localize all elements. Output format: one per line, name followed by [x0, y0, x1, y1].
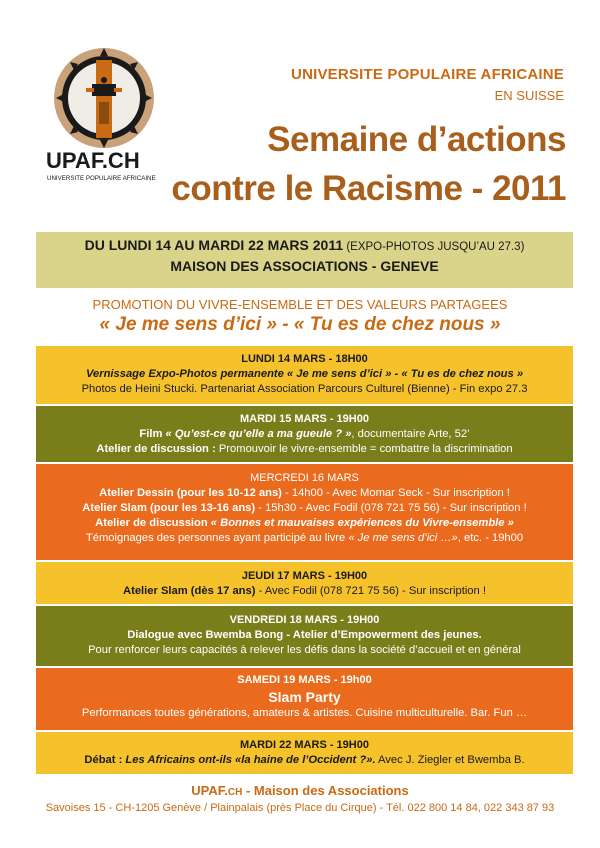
event-label: Atelier Dessin (pour les 10-12 ans) — [99, 487, 282, 499]
event-heading: VENDREDI 18 MARS - 19H00 — [229, 614, 380, 626]
event-line: Vernissage Expo-Photos permanente « Je me sens d’ici » - « Tu es de chez nous » — [85, 368, 524, 380]
event-line — [36, 753, 573, 768]
event-line — [36, 516, 573, 531]
expo-note: (EXPO-PHOTOS JUSQU’AU 27.3) — [343, 241, 525, 253]
promo-line: PROMOTION DU VIVRE-ENSEMBLE ET DES VALEURS PARTAGEES — [92, 297, 508, 312]
event-label: Atelier de discussion : — [96, 443, 219, 455]
event-text: Promouvoir le vivre-ensemble = combattre la discrimination — [218, 443, 513, 455]
footer-venue: - Maison des Associations — [242, 783, 409, 798]
event-heading: MERCREDI 16 MARS — [250, 472, 359, 484]
event-heading: JEUDI 17 MARS - 19H00 — [241, 570, 368, 582]
date-range-main: DU LUNDI 14 AU MARDI 22 MARS 2011 — [84, 237, 344, 253]
event-heading: LUNDI 14 MARS - 18H00 — [241, 353, 368, 365]
event-label: Film — [139, 428, 166, 440]
event-line — [36, 442, 573, 457]
event-thursday-17 — [36, 562, 573, 604]
event-tuesday-22 — [36, 732, 573, 774]
event-line: Dialogue avec Bwemba Bong - Atelier d’Empowerment des jeunes. — [127, 629, 482, 641]
event-title: « Bonnes et mauvaises expériences du Vivre-ensemble » — [210, 517, 514, 529]
venue: MAISON DES ASSOCIATIONS - GENEVE — [170, 258, 439, 274]
event-label: Atelier Slam (pour les 13-16 ans) — [82, 502, 256, 514]
book-title: « Je me sens d’ici …» — [348, 532, 458, 544]
event-line: Photos de Heini Stucki. Partenariat Association Parcours Culturel (Bienne) - Fin expo 27.3 — [81, 383, 528, 395]
event-line: Performances toutes générations, amateurs & artistes. Cuisine multiculturelle. Bar. Fun … — [81, 707, 528, 719]
slogan: « Je me sens d’ici » - « Tu es de chez nous » — [99, 314, 501, 335]
date-banner — [36, 232, 573, 288]
org-name: UNIVERSITE POPULAIRE AFRICAINE — [291, 66, 564, 83]
event-line: Pour renforcer leurs capacités à relever les défis dans la société d’accueil et en général — [88, 644, 521, 656]
event-text: Avec J. Ziegler et Bwemba B. — [375, 754, 525, 766]
event-label: Atelier Slam (dès 17 ans) — [123, 585, 256, 597]
event-title: Slam Party — [268, 689, 341, 705]
logo-subtext: UNIVERSITE POPULAIRE AFRICAINE — [47, 175, 156, 182]
footer-org — [0, 783, 600, 798]
event-line — [36, 427, 573, 442]
footer-brand-suffix: CH — [227, 787, 243, 798]
event-text: - 14h00 - Avec Momar Seck - Sur inscription ! — [281, 487, 510, 499]
org-country: EN SUISSE — [494, 88, 564, 103]
event-text: Témoignages des personnes ayant participé au livre — [85, 532, 349, 544]
event-line — [36, 584, 573, 599]
page-title-line2: contre le Racisme - 2011 — [171, 169, 566, 208]
film-details: , documentaire Arte, 52’ — [351, 428, 470, 440]
event-monday — [36, 346, 573, 404]
event-text: , etc. - 19h00 — [457, 532, 524, 544]
debate-title: Les Africains ont-ils «la haine de l’Occident ?». — [125, 754, 376, 766]
event-label: Débat : — [84, 754, 126, 766]
event-heading: SAMEDI 19 MARS - 19h00 — [237, 674, 372, 686]
event-text: - Avec Fodil (078 721 75 56) - Sur inscription ! — [255, 585, 486, 597]
footer-brand: UPAF. — [191, 783, 228, 798]
event-tuesday-15 — [36, 406, 573, 462]
event-line — [36, 531, 573, 546]
upaf-logo — [42, 40, 192, 190]
event-heading: MARDI 15 MARS - 19H00 — [240, 413, 369, 425]
event-label: Atelier de discussion — [95, 517, 211, 529]
event-friday-18 — [36, 606, 573, 666]
logo-text: UPAF.CH — [46, 148, 140, 173]
event-text: - 15h30 - Avec Fodil (078 721 75 56) - Sur inscription ! — [255, 502, 527, 514]
film-title: « Qu’est-ce qu’elle a ma gueule ? » — [165, 428, 352, 440]
event-line — [36, 486, 573, 501]
event-heading: MARDI 22 MARS - 19H00 — [240, 739, 369, 751]
footer-address: Savoises 15 - CH-1205 Genève / Plainpalais (près Place du Cirque) - Tél. 022 800 14 84, 022 343 87 93 — [45, 802, 555, 814]
page-title-line1: Semaine d’actions — [267, 120, 566, 159]
event-wednesday-16 — [36, 464, 573, 560]
mask-emblem-icon — [42, 40, 192, 190]
event-saturday-19 — [36, 668, 573, 730]
date-range — [36, 232, 573, 253]
event-line — [36, 501, 573, 516]
